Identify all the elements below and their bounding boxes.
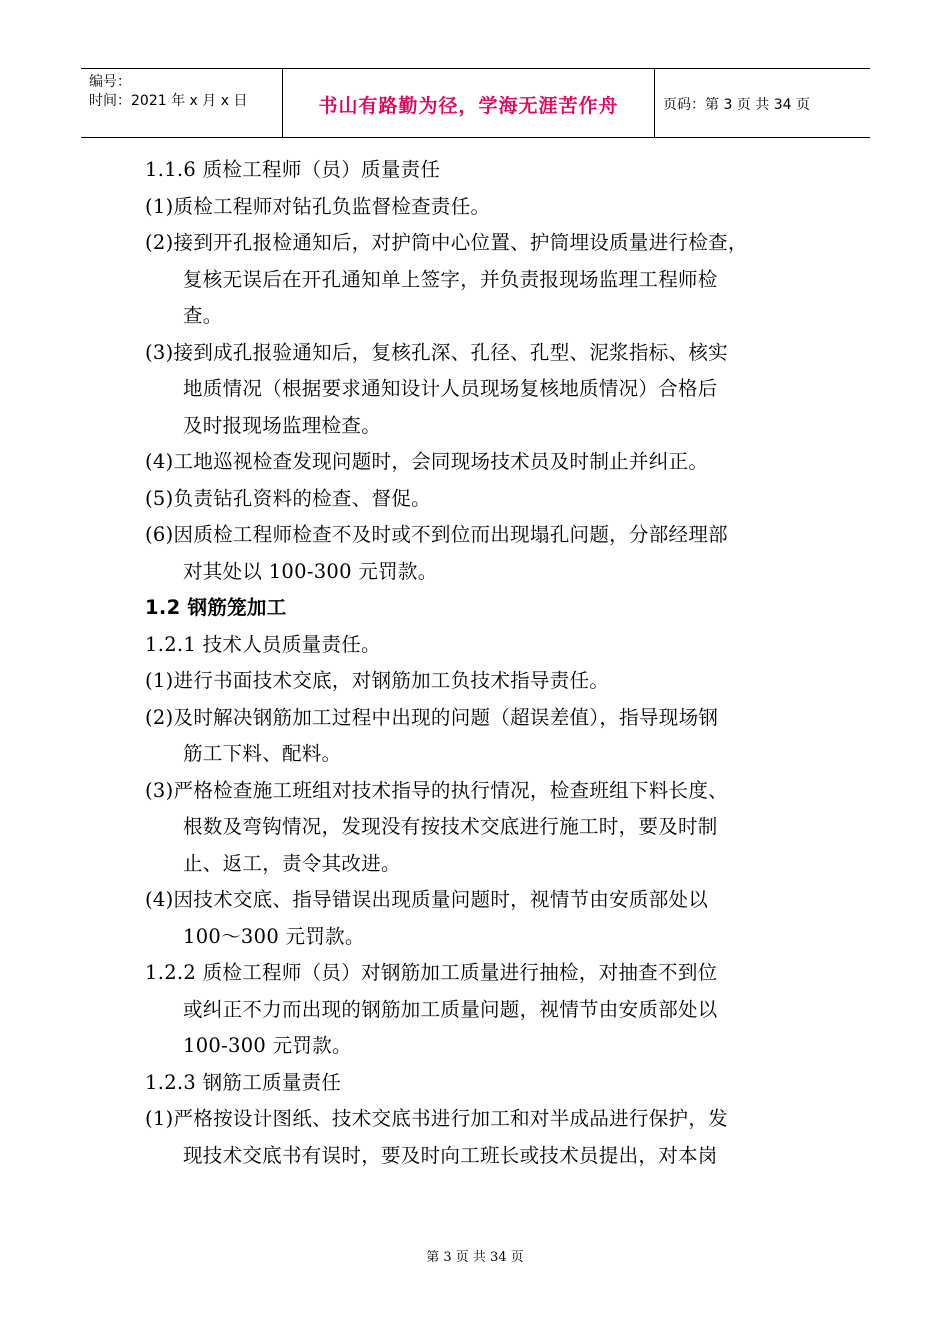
- paragraph-line: (3)接到成孔报验通知后，复核孔深、孔径、孔型、泥浆指标、核实: [145, 340, 728, 364]
- paragraph-line: (4)工地巡视检查发现问题时，会同现场技术员及时制止并纠正。: [145, 450, 709, 473]
- paragraph-line: 复核无误后在开孔通知单上签字，并负责报现场监理工程师检: [183, 267, 718, 291]
- paragraph-line: (1)严格按设计图纸、技术交底书进行加工和对半成品进行保护，发: [145, 1107, 728, 1130]
- header-page-number: 页码：第 3 页 共 34 页: [663, 97, 810, 113]
- section-heading-1-1-6: 1.1.6 质检工程师（员）质量责任: [145, 158, 441, 181]
- paragraph-line: (4)因技术交底、指导错误出现质量问题时，视情节由安质部处以: [145, 888, 709, 911]
- section-heading-1-2-2: 1.2.2 质检工程师（员）对钢筋加工质量进行抽检，对抽查不到位: [145, 961, 718, 984]
- section-heading-1-2: 1.2 钢筋笼加工: [145, 596, 287, 619]
- document-body: [145, 152, 825, 1174]
- paragraph-line: 100-300 元罚款。: [183, 1034, 352, 1057]
- paragraph-line: (1)质检工程师对钻孔负监督检查责任。: [145, 194, 491, 218]
- page-header: [81, 68, 870, 138]
- paragraph-line: (3)严格检查施工班组对技术指导的执行情况，检查班组下料长度、: [145, 778, 728, 802]
- paragraph-line: 地质情况（根据要求通知设计人员现场复核地质情况）合格后: [183, 377, 718, 400]
- paragraph-line: 对其处以 100-300 元罚款。: [183, 559, 438, 583]
- paragraph-line: 查。: [183, 304, 223, 327]
- page-footer: 第 3 页 共 34 页: [426, 1250, 524, 1265]
- paragraph-line: (2)接到开孔报检通知后，对护筒中心位置、护筒埋设质量进行检查，: [145, 231, 748, 254]
- paragraph-line: (1)进行书面技术交底，对钢筋加工负技术指导责任。: [145, 669, 610, 692]
- paragraph-line: (6)因质检工程师检查不及时或不到位而出现塌孔问题，分部经理部: [145, 523, 728, 546]
- paragraph-line: (5)负责钻孔资料的检查、督促。: [145, 486, 431, 510]
- header-page-cell: [655, 69, 870, 137]
- paragraph-line: 现技术交底书有误时，要及时向工班长或技术员提出，对本岗: [183, 1143, 718, 1167]
- paragraph-line: (2)及时解决钢筋加工过程中出现的问题（超误差值），指导现场钢: [145, 705, 719, 729]
- paragraph-line: 或纠正不力而出现的钢筋加工质量问题，视情节由安质部处以: [183, 997, 718, 1021]
- header-motto: 书山有路勤为径，学海无涯苦作舟: [318, 95, 619, 117]
- header-info-cell: [81, 69, 283, 137]
- paragraph-line: 止、返工，责令其改进。: [183, 851, 401, 875]
- paragraph-line: 根数及弯钩情况，发现没有按技术交底进行施工时，要及时制: [183, 815, 718, 838]
- paragraph-line: 及时报现场监理检查。: [183, 413, 382, 437]
- section-heading-1-2-3: 1.2.3 钢筋工质量责任: [145, 1070, 342, 1094]
- paragraph-line: 100～300 元罚款。: [183, 924, 365, 948]
- document-number-label: 编号：: [89, 74, 131, 90]
- section-heading-1-2-1: 1.2.1 技术人员质量责任。: [145, 632, 381, 656]
- paragraph-line: 筋工下料、配料。: [183, 742, 342, 765]
- header-motto-cell: [283, 69, 655, 137]
- document-date-label: 时间：2021 年 x 月 x 日: [89, 93, 248, 109]
